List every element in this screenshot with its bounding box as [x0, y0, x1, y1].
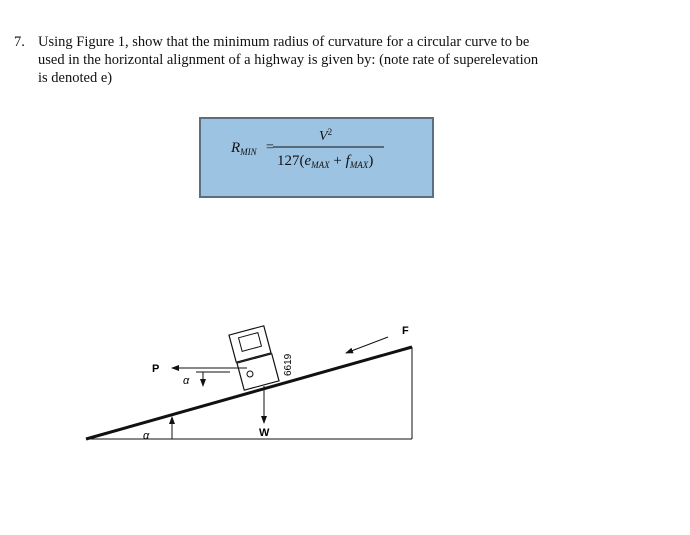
question-number: 7.	[14, 34, 25, 50]
formula-numerator	[319, 127, 332, 144]
incline-diagram	[0, 290, 690, 450]
force-w-label: W	[259, 427, 270, 439]
force-f-arrow	[346, 337, 388, 353]
angle-base-label: α	[143, 430, 150, 442]
formula-numerator-symbol: V	[319, 129, 328, 144]
question-line-3: is denoted e)	[38, 70, 113, 86]
force-f-label: F	[402, 325, 409, 337]
question-line-1: Using Figure 1, show that the minimum radius of curvature for a circular curve to be	[38, 34, 530, 50]
vehicle-wheel	[247, 371, 253, 377]
question-text	[38, 33, 574, 87]
formula-denominator-e-subscript: MAX	[311, 160, 330, 170]
vehicle-id-label: 6619	[283, 353, 294, 376]
formula-denominator-coefficient: 127(	[277, 153, 305, 169]
formula-equals: =	[266, 140, 274, 155]
force-p-label: P	[152, 363, 160, 375]
formula-denominator-plus: +	[329, 153, 346, 169]
formula-lhs	[230, 140, 258, 157]
formula-svg	[201, 119, 432, 196]
formula-denominator-f: f	[345, 153, 350, 169]
formula-denominator-close: )	[368, 153, 374, 169]
formula-denominator-f-subscript: MAX	[349, 160, 369, 170]
question-7	[14, 33, 574, 87]
formula-lhs-subscript: MIN	[240, 147, 257, 157]
question-line-2: used in the horizontal alignment of a highway is given by: (note rate of superelevation	[38, 52, 539, 68]
formula-numerator-exponent: 2	[327, 127, 333, 137]
figure-1	[0, 290, 690, 450]
angle-vehicle-label: α	[183, 375, 190, 387]
vehicle	[229, 326, 294, 390]
formula-denominator-e: e	[304, 153, 312, 169]
formula-box	[199, 117, 434, 198]
formula-lhs-symbol: R	[231, 140, 241, 156]
formula-denominator	[277, 153, 373, 170]
